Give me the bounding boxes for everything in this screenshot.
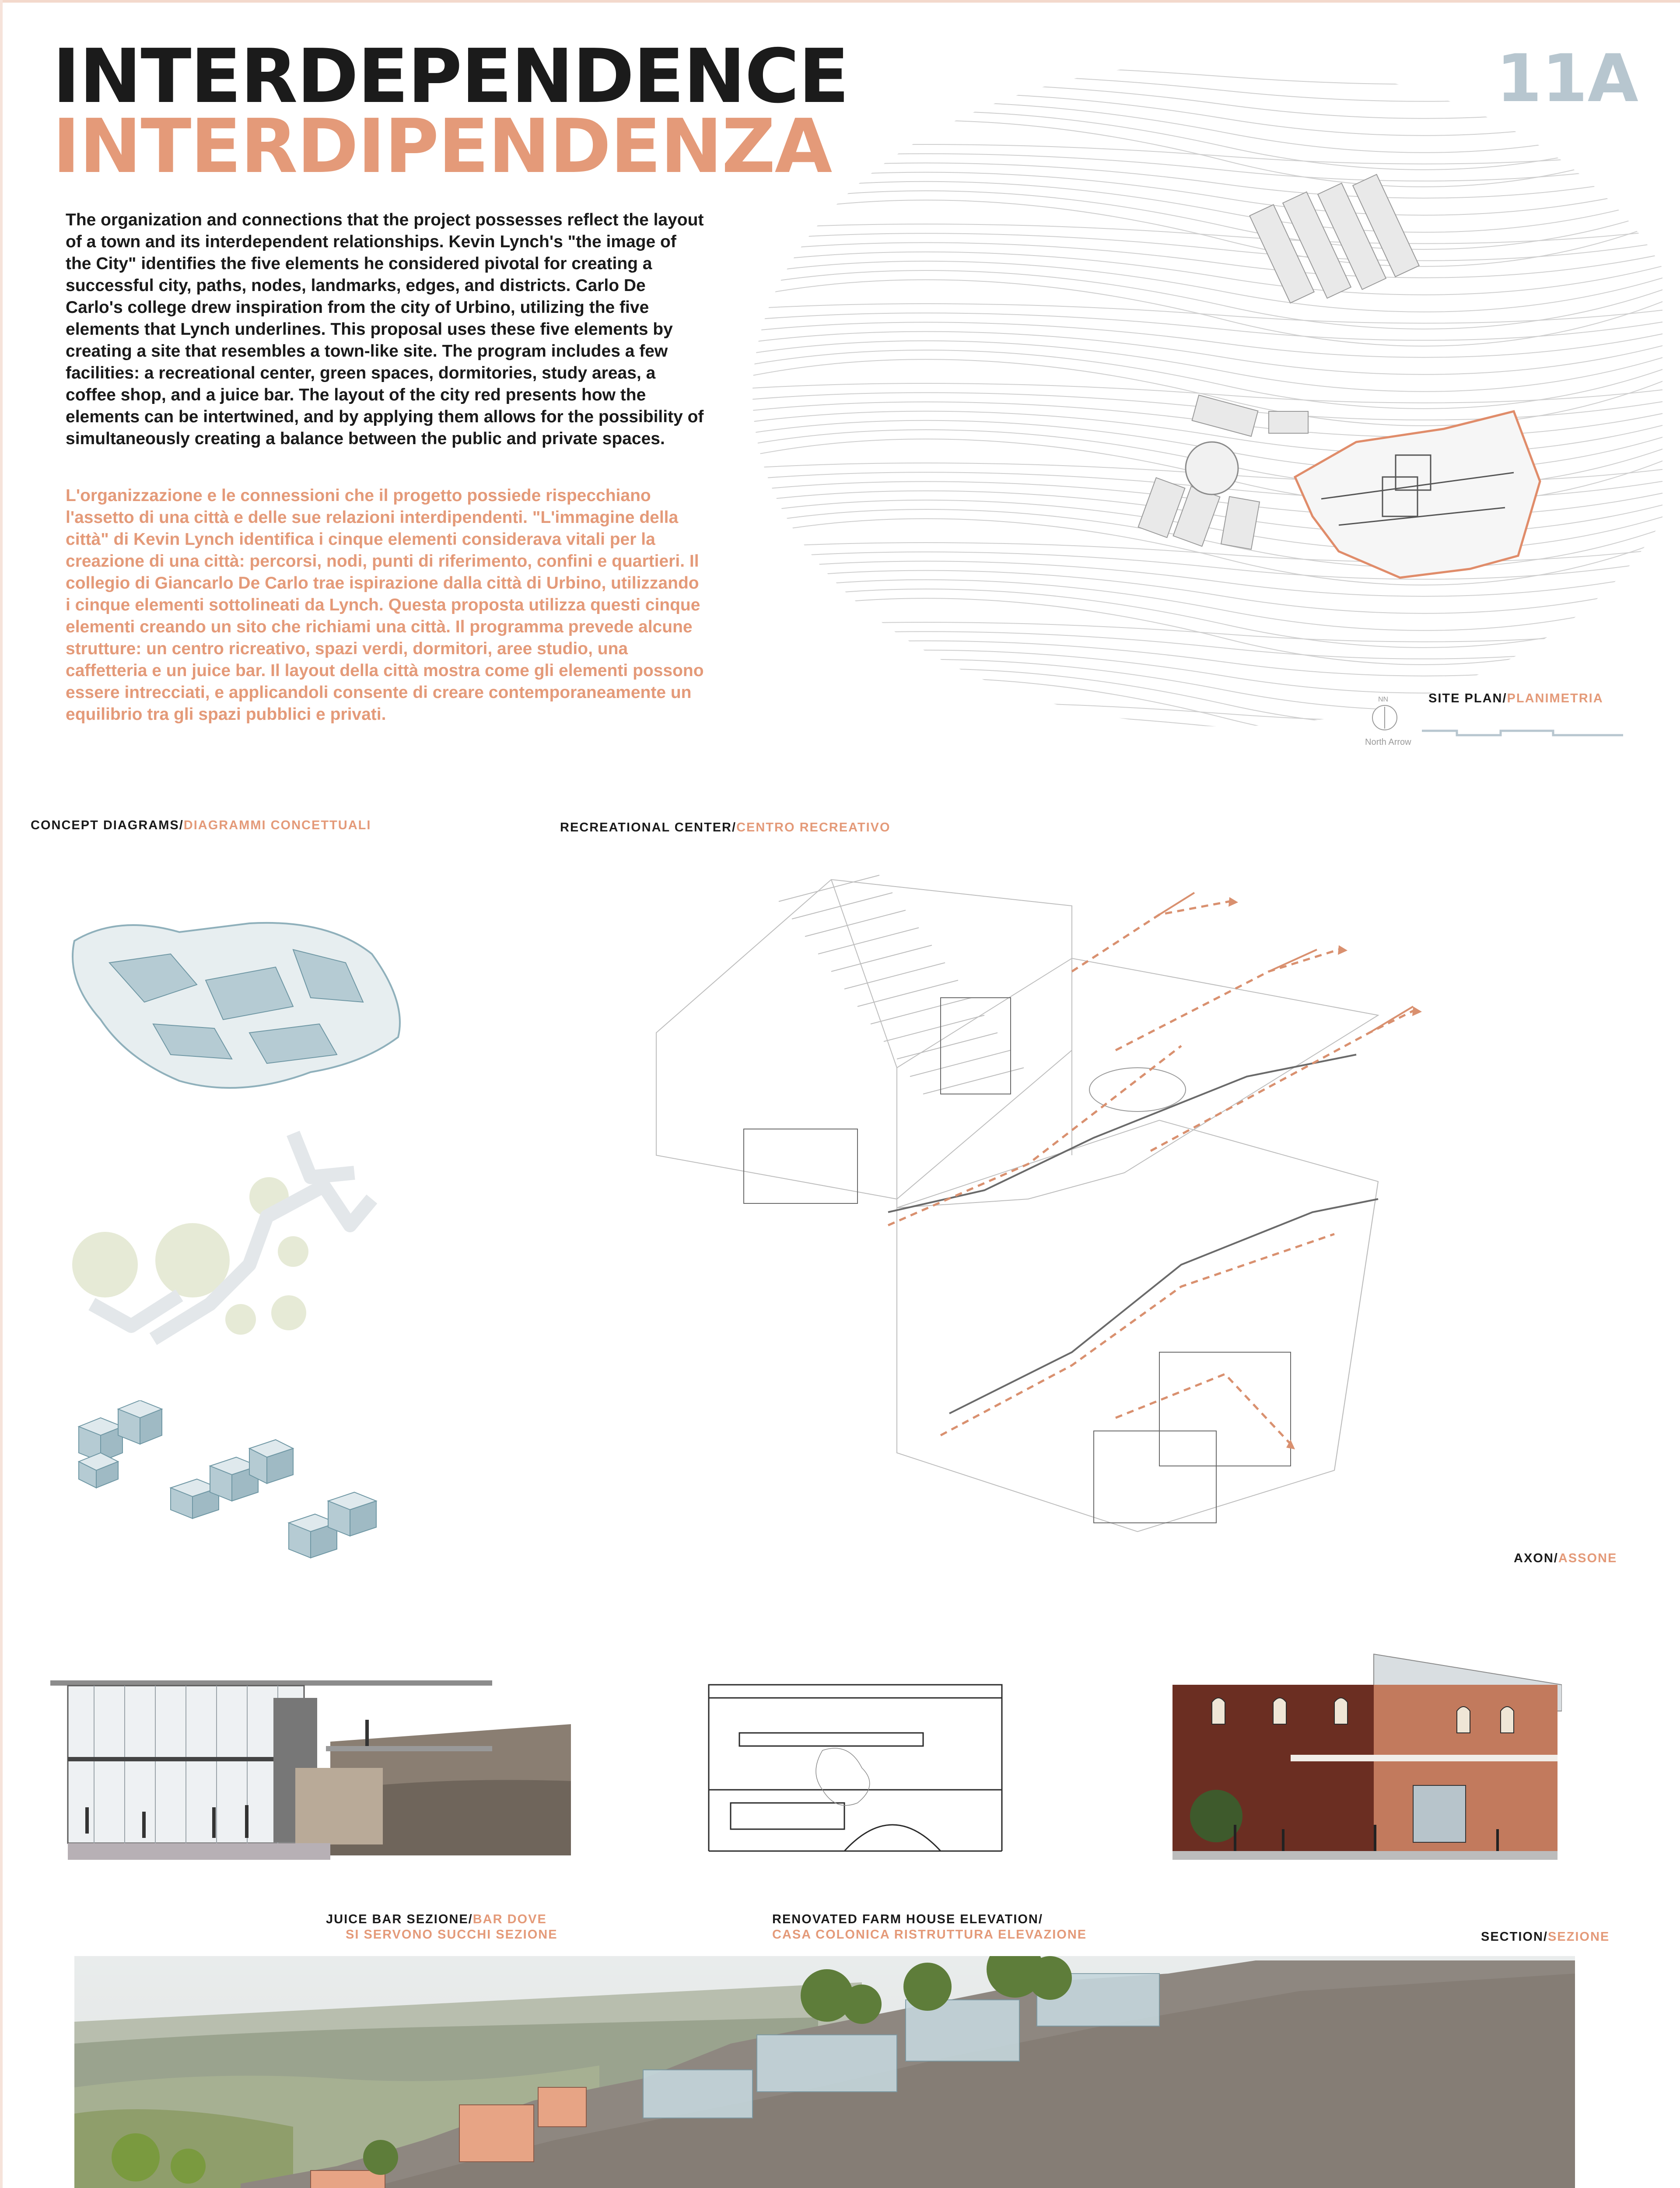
site-section-drawing <box>74 1956 1575 2188</box>
roof-skylight-line <box>884 1015 984 1041</box>
roof-skylight-line <box>831 945 932 971</box>
roof-skylight-line <box>910 1050 1011 1076</box>
site-contour-line <box>744 589 1662 648</box>
concept-diagram-nodes-paths <box>66 1120 398 1365</box>
intro-paragraph-english: The organization and connections that the project possesses reflect the layout of a town and its interdependent relationships. Kevin Lynch's "the image of the City" identifies the five elements he considered pivotal for creating a successful city, paths, nodes, landmarks, edges, and districts. Carlo De Carlo's college drew inspiration from the city of Urbino, utilizing the five elements that Lynch underlines. This proposal uses these five elements by creating a site that resembles a town-like site. The program includes a few facilities: a recreational center, green spaces, dormitories, study areas, a coffee shop, and a juice bar. The layout of the city red presents how the elements can be intertwined, and by applying them allows for the possibility of simultaneously creating a balance between the public and private spaces. <box>66 210 704 448</box>
farm-house-elevation-drawing <box>704 1680 1006 1864</box>
roof-skylight-line <box>844 963 945 989</box>
site-contour-line <box>744 93 1662 136</box>
site-contour-line <box>744 622 1662 642</box>
roof-skylight-line <box>818 928 919 954</box>
site-contour-line <box>744 631 1662 659</box>
concept-diagrams-label: CONCEPT DIAGRAMS/DIAGRAMMI CONCETTUALI <box>31 818 371 832</box>
poster-top-border <box>0 0 1680 3</box>
roof-skylight-line <box>779 875 879 901</box>
poster-left-border <box>0 0 3 2188</box>
site-contour-line <box>744 233 1662 260</box>
site-contour-line <box>744 313 1662 340</box>
recreational-center-label: RECREATIONAL CENTER/CENTRO RECREATIVO <box>560 820 891 835</box>
sheet-number: 11A <box>1496 41 1638 117</box>
title-english: INTERDEPENDENCE <box>52 33 849 120</box>
site-plan-north-caption: North Arrow <box>1365 737 1411 747</box>
concept-diagram-districts <box>66 915 416 1098</box>
site-plan-drawing <box>700 61 1662 731</box>
site-contour-line <box>744 120 1662 187</box>
farm-house-label: RENOVATED FARM HOUSE ELEVATION/ <box>772 1912 1043 1926</box>
site-plan-north-text: NN <box>1378 696 1389 703</box>
title-italian: INTERDIPENDENZA <box>52 103 832 190</box>
roof-skylight-line <box>871 998 971 1024</box>
site-contour-line <box>744 580 1662 631</box>
section-label: SECTION/SEZIONE <box>1481 1930 1610 1944</box>
juice-bar-section-drawing <box>50 1680 575 1860</box>
site-plan-scale-bar <box>1422 724 1623 737</box>
farm-house-section-drawing <box>1168 1650 1562 1860</box>
site-plan-label: SITE PLAN/PLANIMETRIA <box>1428 691 1603 705</box>
farm-house-label-line2: CASA COLONICA RISTRUTTURA ELEVAZIONE <box>772 1928 1087 1942</box>
roof-skylight-line <box>858 980 958 1006</box>
juice-bar-label: JUICE BAR SEZIONE/BAR DOVE <box>326 1912 547 1926</box>
site-contour-line <box>744 270 1662 329</box>
site-contour-line <box>744 191 1662 249</box>
site-contour-line <box>744 154 1662 181</box>
site-contour-line <box>744 74 1662 101</box>
site-contour-line <box>744 102 1662 153</box>
juice-bar-label-line2: SI SERVONO SUCCHI SEZIONE <box>346 1928 558 1942</box>
axon-drawing <box>634 849 1597 1567</box>
intro-paragraph-italian: L'organizzazione e le connessioni che il progetto possiede rispecchiano l'assetto di una città e delle sue relazioni interdipendenti. "L'immagine della città" di Kevin Lynch identifica i cinque elementi considerava vitali per la creazione di una città: percorsi, nodi, punti di riferimento, confini e quartieri. Il collegio di Giancarlo De Carlo trae ispirazione dalla città di Urbino, utilizzando i cinque elementi sottolineati da Lynch. Questa proposta utilizza questi cinque elementi creando un sito che richiami una città. Il programma prevede alcune strutture: un centro ricreativo, spazi verdi, dormitori, aree studio, una caffetteria e un juice bar. Il layout della città mostra come gli elementi possono essere intrecciati, e applicandoli consente di creare contemporaneamente un equilibrio tra gli spazi pubblici e privati. <box>66 486 704 724</box>
roof-skylight-line <box>923 1068 1024 1094</box>
concept-diagram-massing <box>66 1400 398 1575</box>
site-contour-line <box>744 111 1662 170</box>
axon-label: AXON/ASSONE <box>1514 1551 1617 1565</box>
site-contour-line <box>744 144 1662 164</box>
site-contour-line <box>744 552 1662 579</box>
roof-skylight-line <box>805 910 906 936</box>
site-contour-line <box>744 65 1662 84</box>
site-contour-line <box>744 650 1662 693</box>
roof-skylight-line <box>792 893 892 919</box>
